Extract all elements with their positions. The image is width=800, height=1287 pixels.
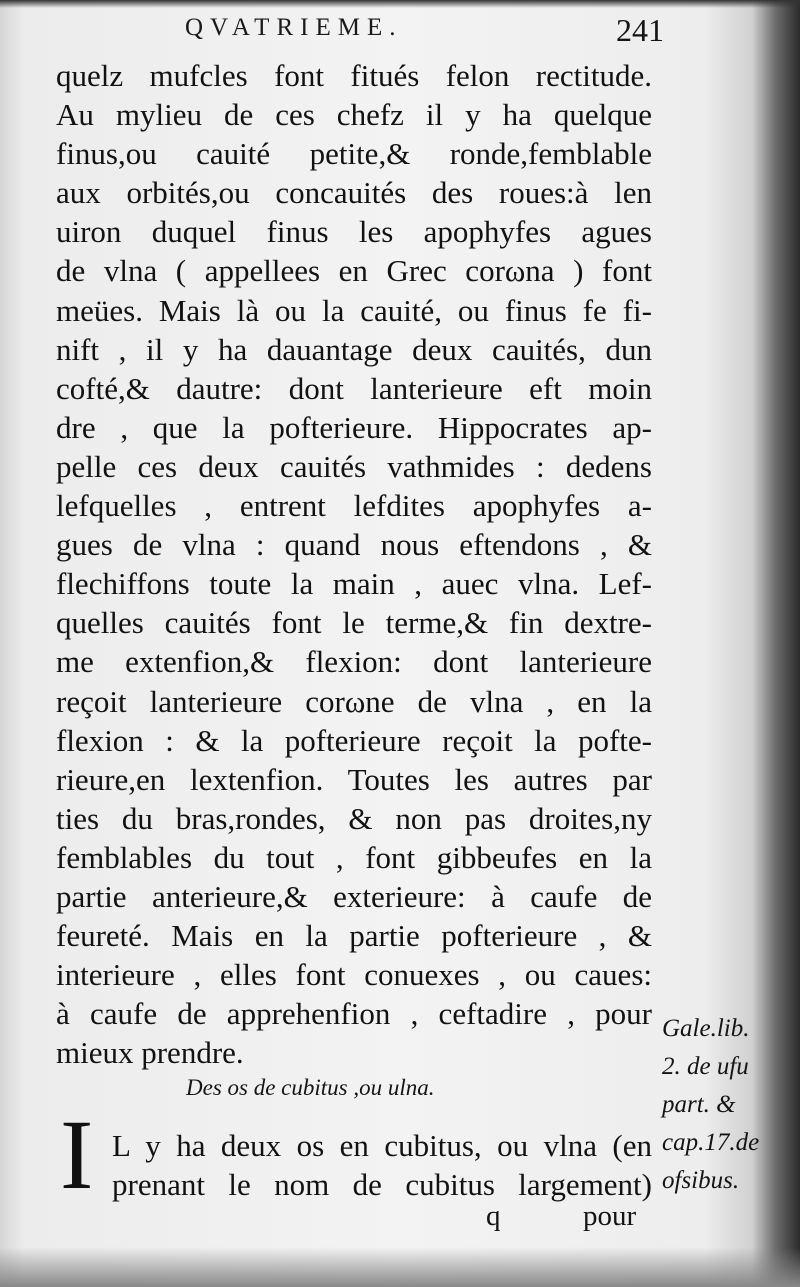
text-line: femblables du tout , font gibbeufes en la xyxy=(56,839,652,875)
text-line: quelles cauités font le terme,& fin dextre- xyxy=(56,605,652,641)
text-line: flechiffons toute la main , auec vlna. Lef- xyxy=(56,566,652,602)
body-text xyxy=(56,56,652,1072)
margin-note-line: Gale.lib. xyxy=(662,1015,750,1042)
text-line: cofté,& dautre: dont lanterieure eft moin xyxy=(56,370,652,406)
text-line: nift , il y ha dauantage deux cauités, dun xyxy=(56,331,652,367)
section-heading: Des os de cubitus ,ou ulna. xyxy=(186,1075,435,1100)
page-top-edge xyxy=(0,0,800,8)
catchword: pour xyxy=(583,1200,637,1232)
text-line: partie anterieure,& exterieure: à caufe de xyxy=(56,878,652,914)
text-line: flexion : & la pofterieure reçoit la pofte- xyxy=(56,722,652,758)
text-line: pelle ces deux cauités vathmides : dedens xyxy=(56,448,652,484)
text-line: dre , que la pofterieure. Hippocrates ap- xyxy=(56,409,652,445)
text-line: me extenfion,& flexion: dont lanterieure xyxy=(56,644,652,680)
text-line: meües. Mais là ou la cauité, ou finus fe fi- xyxy=(56,292,652,328)
text-line: uiron duquel finus les apophyfes agues xyxy=(56,214,652,250)
margin-note-line: 2. de ufu xyxy=(662,1053,749,1080)
text-line: reçoit lanterieure corωne de vlna , en la xyxy=(56,683,652,719)
text-line: feureté. Mais en la partie pofterieure , & xyxy=(56,918,652,954)
text-line: finus,ou cauité petite,& ronde,femblable xyxy=(56,136,652,172)
text-line: ties du bras,rondes, & non pas droites,ny xyxy=(56,800,652,836)
margin-note-line: ofsibus. xyxy=(662,1167,740,1194)
text-line: quelz mufcles font fitués felon rectitude. xyxy=(56,58,652,93)
text-line: L y ha deux os en cubitus, ou vlna (en xyxy=(112,1128,652,1163)
text-line: rieure,en lextenfion. Toutes les autres par xyxy=(56,761,652,797)
margin-note-line: part. & xyxy=(662,1091,736,1118)
initial-capital: I xyxy=(60,1099,94,1210)
text-line: de vlna ( appellees en Grec corωna ) font xyxy=(56,253,652,289)
signature-mark: q xyxy=(486,1200,501,1232)
text-line: lefquelles , entrent lefdites apophyfes a- xyxy=(56,488,652,524)
text-line: Au mylieu de ces chefz il y ha quelque xyxy=(56,97,652,133)
running-head: QVATRIEME. xyxy=(185,14,403,41)
margin-note-line: cap.17.de xyxy=(662,1129,760,1156)
text-line: gues de vlna : quand nous eftendons , & xyxy=(56,527,652,563)
text-line: mieux prendre. xyxy=(56,1035,244,1071)
page-number: 241 xyxy=(616,12,664,48)
text-line: prenant le nom de cubitus largement) xyxy=(112,1167,652,1202)
section-text xyxy=(112,1126,652,1204)
text-line: interieure , elles font conuexes , ou caues: xyxy=(56,957,652,993)
text-line: aux orbités,ou concauités des roues:à len xyxy=(56,175,652,211)
text-line: à caufe de apprehenfion , ceftadire , pour xyxy=(56,996,652,1032)
margin-note xyxy=(662,1010,794,1200)
